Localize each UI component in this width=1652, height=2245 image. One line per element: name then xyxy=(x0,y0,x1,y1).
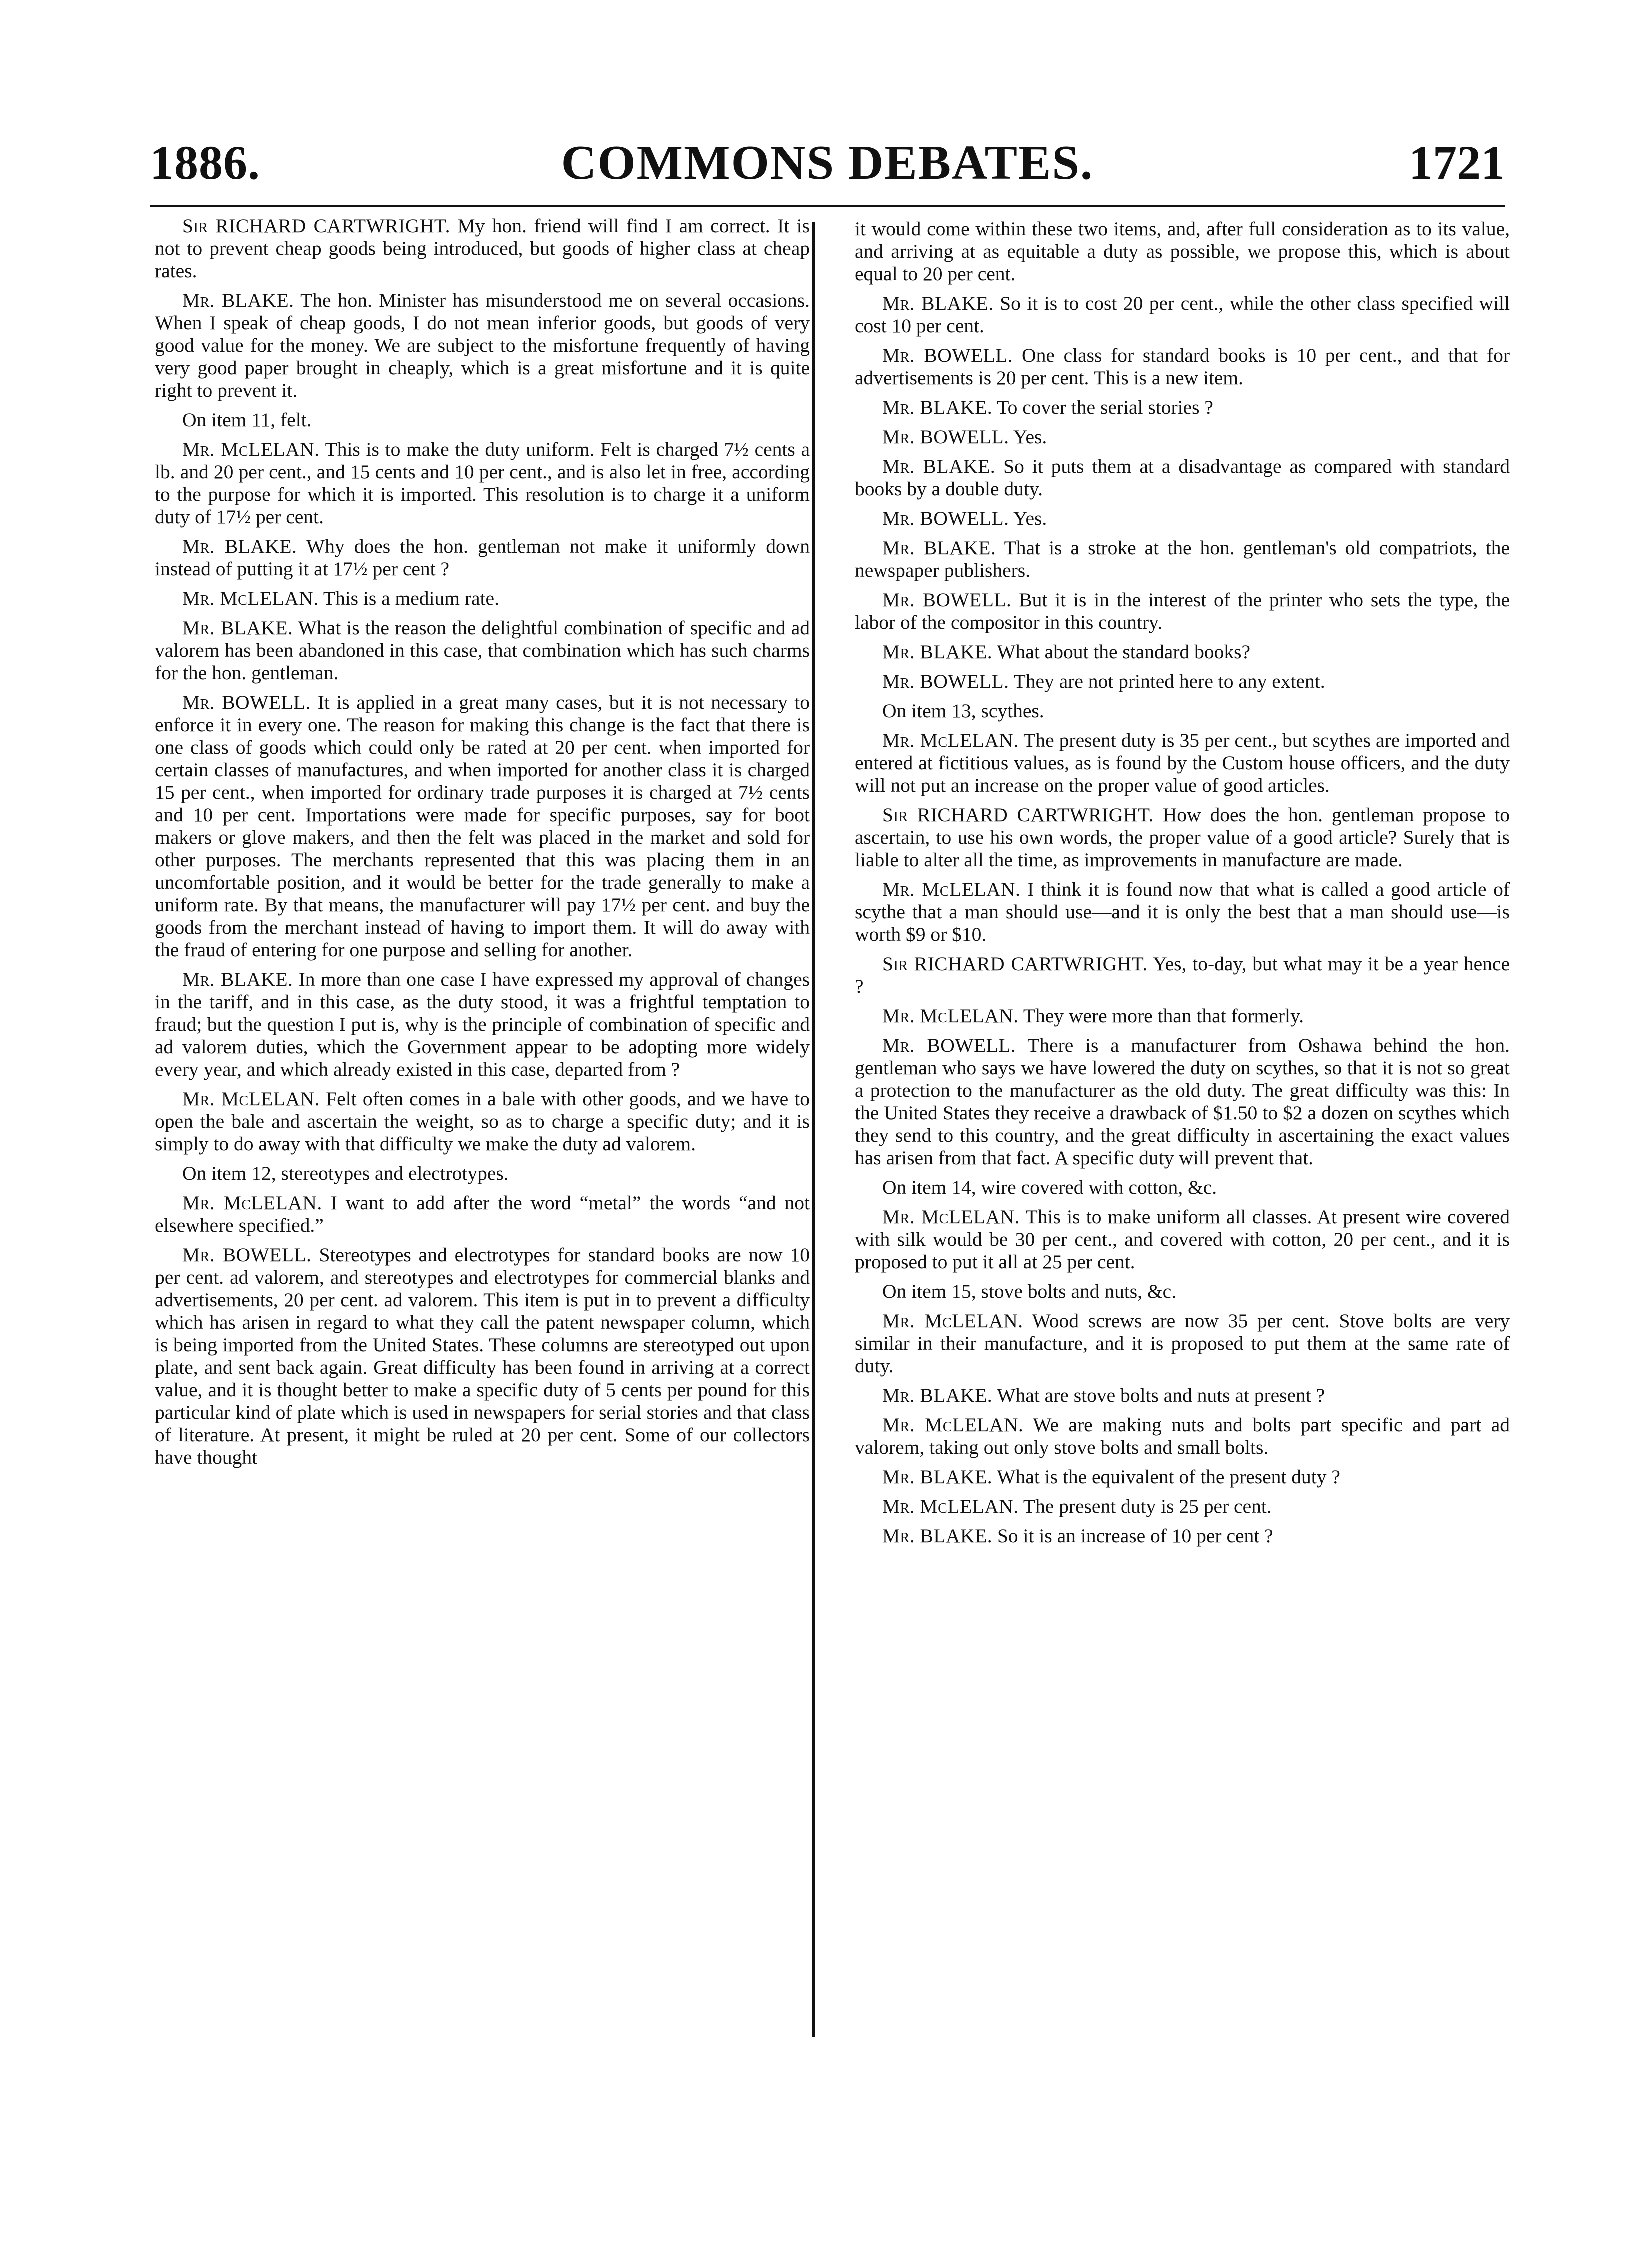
item-heading xyxy=(855,218,1510,285)
speech-text: In more than one case I have expressed my approval of changes in the tariff, and in this case, as the duty stood, it was a frightful temptation to fraud; but the question I put is, why is the principle of combination of specific and ad valorem duties, which the Government appear to be adopting more widely every year, and which already existed in this case, departed from ? xyxy=(155,968,810,1080)
speech-paragraph xyxy=(155,438,810,528)
speaker-name: Sir RICHARD CARTWRIGHT. xyxy=(882,804,1154,826)
speech-text: On item 12, stereotypes and electrotypes. xyxy=(182,1162,509,1184)
speaker-name: Mr. McLELAN. xyxy=(182,587,319,609)
speaker-name: Mr. BLAKE. xyxy=(182,617,293,639)
speech-paragraph xyxy=(855,396,1510,419)
speech-text: It is applied in a great many cases, but it is not necessary to enforce it in every one. The reason for making this change is the fact that there is one class of goods which could only be rated at 20 per cent. when imported for certain classes of manufactures, and when imported for another class it is charged 15 per cent., when imported for ordinary trade purposes it is charged at 7½ cents and 10 per cent. Importations were made for specific purposes, say for boot makers or glove makers, and then the felt was placed in the market and sold for other purposes. The merchants represented that this was placing them in an uncomfortable position, and it would be better for the trade generally to make a uniform rate. By that means, the manufacturer will pay 17½ per cent. and buy the goods from the merchant instead of having to import them. It will do away with the fraud of entering for one purpose and selling for another. xyxy=(155,691,810,961)
speaker-name: Mr. McLELAN. xyxy=(882,1005,1019,1027)
speech-paragraph xyxy=(855,670,1510,693)
item-heading xyxy=(855,700,1510,722)
speech-text: The hon. Minister has misunderstood me on several occasions. When I speak of cheap goods, I do not mean inferior goods, but goods of very good value for the money. We are subject to the misfortune frequently of having very good paper brought in cheaply, which is a great misfortune and it is quite right to prevent it. xyxy=(155,289,810,401)
speaker-name: Mr. BLAKE. xyxy=(882,1525,993,1547)
speaker-name: Mr. BLAKE. xyxy=(182,535,297,557)
speech-text: But it is in the interest of the printer who sets the type, the labor of the compositor in this country. xyxy=(855,589,1510,633)
item-heading xyxy=(855,1176,1510,1199)
speech-paragraph xyxy=(855,1466,1510,1488)
speech-paragraph xyxy=(855,1495,1510,1518)
speech-paragraph xyxy=(855,729,1510,797)
speech-paragraph xyxy=(855,292,1510,337)
speech-paragraph xyxy=(855,953,1510,998)
speech-paragraph xyxy=(855,426,1510,448)
speech-text: What is the reason the delightful combination of specific and ad valorem has been abandoned in this case, that combination which has such charms for the hon. gentleman. xyxy=(155,617,810,684)
speaker-name: Mr. McLELAN. xyxy=(882,1206,1020,1228)
speaker-name: Mr. BLAKE. xyxy=(882,396,993,418)
speaker-name: Mr. McLELAN. xyxy=(182,1192,322,1214)
speech-text: Yes, to-day, but what may it be a year hence ? xyxy=(855,953,1510,997)
speaker-name: Mr. BOWELL. xyxy=(182,691,311,713)
speaker-name: Mr. McLELAN. xyxy=(882,1310,1023,1332)
item-heading xyxy=(155,409,810,431)
column-divider xyxy=(812,222,815,2037)
right-column xyxy=(855,215,1510,1554)
speech-text: On item 14, wire covered with cotton, &c. xyxy=(882,1176,1217,1198)
speech-paragraph xyxy=(855,1034,1510,1169)
speech-text: On item 11, felt. xyxy=(182,409,312,431)
speech-text: How does the hon. gentleman propose to ascertain, to use his own words, the proper value of a good article? Surely that is liable to alter all the time, as improvements in manufacture are made. xyxy=(855,804,1510,871)
speech-paragraph xyxy=(155,1244,810,1469)
speech-paragraph xyxy=(155,1088,810,1155)
speech-text: They are not printed here to any extent. xyxy=(1013,670,1325,692)
speaker-name: Mr. BOWELL. xyxy=(182,1244,312,1266)
speech-paragraph xyxy=(155,1192,810,1237)
speech-text: What is the equivalent of the present duty ? xyxy=(997,1466,1340,1488)
speech-text: That is a stroke at the hon. gentleman's old compatriots, the newspaper publishers. xyxy=(855,537,1510,581)
speech-paragraph xyxy=(155,535,810,580)
speech-text: Why does the hon. gentleman not make it uniformly down instead of putting it at 17½ per cent ? xyxy=(155,535,810,580)
speech-paragraph xyxy=(855,1525,1510,1547)
speech-paragraph xyxy=(855,878,1510,946)
speech-paragraph xyxy=(855,641,1510,663)
speaker-name: Mr. McLELAN. xyxy=(882,878,1021,900)
speaker-name: Mr. McLELAN. xyxy=(882,1495,1019,1517)
speech-text: Felt often comes in a bale with other goods, and we have to open the bale and ascertain the weight, so as to charge a specific duty; and it is simply to do away with that difficulty we make the duty ad valorem. xyxy=(155,1088,810,1155)
speech-text: On item 15, stove bolts and nuts, &c. xyxy=(882,1280,1177,1302)
speaker-name: Sir RICHARD CARTWRIGHT. xyxy=(882,953,1148,975)
speech-paragraph xyxy=(855,537,1510,582)
speaker-name: Mr. BOWELL. xyxy=(882,344,1013,366)
header-title: COMMONS DEBATES. xyxy=(561,136,1094,190)
speech-text: So it is an increase of 10 per cent ? xyxy=(997,1525,1273,1547)
speech-text: This is to make the duty uniform. Felt is charged 7½ cents a lb. and 20 per cent., and 15 cents and 10 per cent., and is also let in free, according to the purpose for which it is imported. This resolution is to charge it a uniform duty of 17½ per cent. xyxy=(155,438,810,528)
speech-text: They were more than that formerly. xyxy=(1023,1005,1304,1027)
speech-paragraph xyxy=(855,1310,1510,1377)
item-heading xyxy=(855,1280,1510,1303)
speech-text: The present duty is 35 per cent., but scythes are imported and entered at fictitious values, as is found by the Custom house officers, and the duty will not put an increase on the proper value of good articles. xyxy=(855,729,1510,796)
speech-paragraph xyxy=(155,289,810,402)
speaker-name: Mr. BLAKE. xyxy=(182,968,293,990)
speech-text: To cover the serial stories ? xyxy=(997,396,1213,418)
speech-text: So it is to cost 20 per cent., while the other class specified will cost 10 per cent. xyxy=(855,292,1510,337)
header-year: 1886. xyxy=(150,136,260,189)
speech-text: So it puts them at a disadvantage as compared with standard books by a double duty. xyxy=(855,455,1510,500)
speech-text: Wood screws are now 35 per cent. Stove bolts are very similar in their manufacture, and it is proposed to put them at the same rate of duty. xyxy=(855,1310,1510,1377)
item-heading xyxy=(155,1162,810,1185)
speech-text: What about the standard books? xyxy=(997,641,1251,663)
speech-paragraph xyxy=(855,1384,1510,1407)
speaker-name: Mr. BOWELL. xyxy=(882,589,1012,611)
speech-text: On item 13, scythes. xyxy=(882,700,1044,722)
speech-paragraph xyxy=(855,455,1510,500)
speech-text: One class for standard books is 10 per cent., and that for advertisements is 20 per cent. This is a new item. xyxy=(855,344,1510,389)
speech-paragraph xyxy=(155,617,810,684)
speech-text: The present duty is 25 per cent. xyxy=(1023,1495,1272,1517)
speaker-name: Mr. BLAKE. xyxy=(882,455,996,477)
speech-text: Stereotypes and electrotypes for standard books are now 10 per cent. ad valorem, and stereotypes and electrotypes for commercial blanks and advertisements, 20 per cent. ad valorem. This item is put in to prevent a difficulty which has arisen in regard to what they call the patent newspaper column, which is being imported from the United States. These columns are stereotyped out upon plate, and sent back again. Great difficulty has been found in arriving at a correct value, and it is thought better to make a specific duty of 5 cents per pound for this particular kind of plate which is used in newspapers for serial stories and that class of literature. At present, it might be ruled at 20 per cent. Some of our collectors have thought xyxy=(155,1244,810,1468)
speaker-name: Mr. BOWELL. xyxy=(882,507,1009,529)
speaker-name: Mr. BOWELL. xyxy=(882,670,1009,692)
speech-paragraph xyxy=(155,215,810,282)
speaker-name: Mr. BLAKE. xyxy=(882,537,996,559)
speech-paragraph xyxy=(155,587,810,610)
speaker-name: Mr. McLELAN. xyxy=(882,729,1019,751)
speech-text: This is to make uniform all classes. At present wire covered with silk would be 30 per cent., and covered with cotton, 20 per cent., and it is proposed to put it all at 25 per cent. xyxy=(855,1206,1510,1273)
page-header xyxy=(150,135,1505,210)
speech-text: Yes. xyxy=(1013,507,1047,529)
speech-text: I want to add after the word “metal” the words “and not elsewhere specified.” xyxy=(155,1192,810,1236)
speech-text: We are making nuts and bolts part specific and part ad valorem, taking out only stove bolts and small bolts. xyxy=(855,1414,1510,1458)
speaker-name: Mr. BLAKE. xyxy=(882,1384,993,1406)
speech-paragraph xyxy=(855,1005,1510,1027)
speech-text: My hon. friend will find I am correct. It is not to prevent cheap goods being introduced, but goods of higher class at cheap rates. xyxy=(155,215,810,282)
speaker-name: Mr. BLAKE. xyxy=(882,1466,993,1488)
speaker-name: Mr. McLELAN. xyxy=(182,438,320,460)
speaker-name: Mr. BOWELL. xyxy=(882,426,1009,448)
speech-text: This is a medium rate. xyxy=(323,587,499,609)
header-rule xyxy=(150,205,1505,207)
speaker-name: Sir RICHARD CARTWRIGHT. xyxy=(182,215,450,237)
speech-text: Yes. xyxy=(1013,426,1047,448)
speech-paragraph xyxy=(855,507,1510,530)
speaker-name: Mr. BOWELL. xyxy=(882,1034,1016,1056)
speech-paragraph xyxy=(855,804,1510,871)
left-column xyxy=(155,215,810,1476)
speech-paragraph xyxy=(855,1414,1510,1459)
speech-paragraph xyxy=(855,1206,1510,1273)
header-page-number: 1721 xyxy=(1409,136,1505,189)
speech-paragraph xyxy=(855,589,1510,634)
speech-text: I think it is found now that what is called a good article of scythe that a man should use—and it is only the best that a man should use—is worth $9 or $10. xyxy=(855,878,1510,945)
speaker-name: Mr. McLELAN. xyxy=(882,1414,1024,1436)
speech-paragraph xyxy=(155,691,810,961)
speaker-name: Mr. BLAKE. xyxy=(882,292,994,314)
speech-paragraph xyxy=(855,344,1510,389)
speech-text: it would come within these two items, and, after full consideration as to its value, and arriving at as equitable a duty as possible, we propose this, which is about equal to 20 per cent. xyxy=(855,218,1510,285)
speaker-name: Mr. BLAKE. xyxy=(182,289,294,311)
speech-paragraph xyxy=(155,968,810,1081)
speech-text: There is a manufacturer from Oshawa behind the hon. gentleman who says we have lowered the duty on scythes, so that it is not so great a protection to the manufacturer as the old duty. The great difficulty was this: In the United States they receive a drawback of $1.50 to $2 a dozen on scythes which they send to this country, and the great difficulty in ascertaining the exact values has arisen from that fact. A specific duty will prevent that. xyxy=(855,1034,1510,1169)
speaker-name: Mr. BLAKE. xyxy=(882,641,993,663)
speech-text: What are stove bolts and nuts at present ? xyxy=(997,1384,1325,1406)
speaker-name: Mr. McLELAN. xyxy=(182,1088,320,1110)
